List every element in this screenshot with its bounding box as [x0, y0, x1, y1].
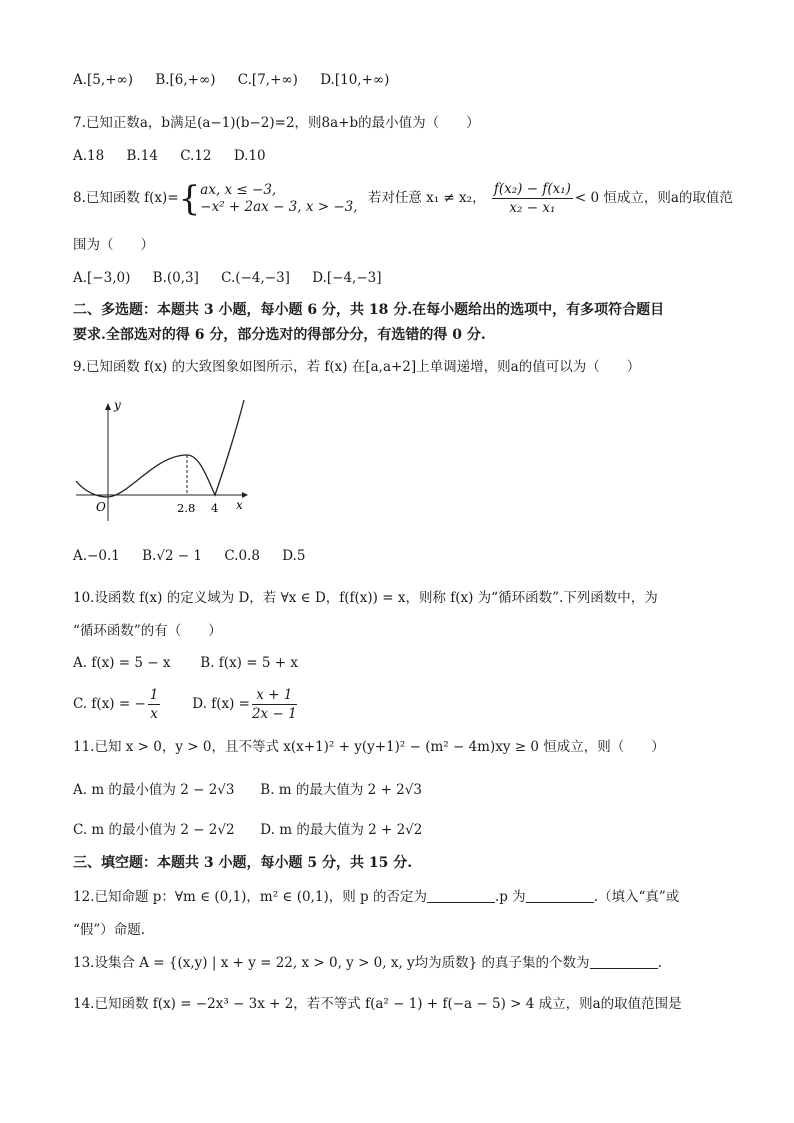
tick-label-4: 4 — [211, 501, 219, 515]
q11-option-c: C. m 的最小值为 2 − 2√2 — [73, 822, 235, 838]
q12-post: .（填入“真”或 — [593, 889, 680, 905]
q8-case2: −x² + 2ax − 3, x > −3, — [200, 198, 358, 215]
q12-line2: “假”）命题. — [73, 922, 146, 938]
q9-option-d: D.5 — [282, 548, 306, 564]
q10-options-ab — [73, 653, 298, 673]
q9-option-b: B.√2 − 1 — [142, 548, 203, 564]
q13-pre: 13.设集合 A = {(x,y) | x + y = 22, x > 0, y > 0, x, y均为质数} 的真子集的个数为 — [73, 955, 590, 971]
q6-option-b: B.[6,+∞) — [155, 72, 216, 88]
q11-stem: 11.已知 x > 0，y > 0，且不等式 x(x+1)² + y(y+1)² − (m² − 4m)xy ≥ 0 恒成立，则（ ） — [73, 739, 665, 755]
q8-prefix: 8.已知函数 f(x)= — [73, 190, 179, 206]
q8-option-c: C.(−4,−3] — [221, 270, 290, 286]
q8-frac-num: f(x₂) − f(x₁) — [493, 181, 571, 197]
q11-options-ab — [73, 780, 422, 800]
origin-label: O — [96, 500, 106, 514]
q10-option-d-fraction — [252, 686, 297, 723]
function-curve — [76, 400, 244, 497]
q12-line1 — [73, 887, 679, 907]
q10-option-c-pre: C. f(x) = − — [73, 696, 146, 712]
q10-option-d-pre: D. f(x) = — [192, 696, 250, 712]
section2-line1: 二、多选题：本题共 3 小题，每小题 6 分，共 18 分.在每小题给出的选项中，有多项符合题目 — [73, 302, 665, 318]
q10-option-d-den: 2x − 1 — [251, 706, 297, 722]
q7-option-a: A.18 — [73, 148, 105, 164]
q8-fraction — [492, 180, 573, 217]
q9-option-a: A.−0.1 — [73, 548, 120, 564]
q12-mid: .p 为 — [494, 889, 526, 905]
q8-options — [73, 268, 400, 288]
q10-option-b: B. f(x) = 5 + x — [200, 655, 298, 671]
q10-option-d-num: x + 1 — [252, 686, 297, 705]
q10-option-c — [73, 684, 188, 724]
q9-options — [73, 546, 323, 566]
q9-function-graph — [70, 395, 250, 527]
q8-case1: ax, x ≤ −3, — [200, 181, 277, 198]
q11-option-b: B. m 的最大值为 2 + 2√3 — [260, 782, 422, 798]
q8-brace: { — [178, 178, 201, 219]
q6-option-c: C.[7,+∞) — [237, 72, 298, 88]
q8-line2: 围为（ ） — [73, 237, 154, 253]
q8-mid: 若对任意 x₁ ≠ x₂， — [367, 190, 486, 206]
q11-option-a: A. m 的最小值为 2 − 2√3 — [73, 782, 235, 798]
q7-stem: 7.已知正数a，b满足(a−1)(b−2)=2，则8a+b的最小值为（ ） — [73, 115, 480, 131]
y-axis-label: y — [114, 398, 121, 412]
q6-option-d: D.[10,+∞) — [320, 72, 390, 88]
q9-stem: 9.已知函数 f(x) 的大致图象如图所示，若 f(x) 在[a,a+2]上单调递增，则a的值可以为（ ） — [73, 359, 641, 375]
q7-option-c: C.12 — [180, 148, 212, 164]
q13-line — [73, 953, 662, 973]
section3-title: 三、填空题：本题共 3 小题，每小题 5 分，共 15 分. — [73, 855, 413, 871]
q11-options-cd — [73, 820, 422, 840]
q12-blank-1[interactable] — [427, 888, 495, 903]
q10-line2: “循环函数”的有（ ） — [73, 623, 222, 639]
q6-options — [73, 70, 407, 90]
q8-suffix: < 0 恒成立，则a的取值范 — [574, 190, 733, 206]
q10-option-a: A. f(x) = 5 − x — [73, 655, 171, 671]
q10-option-c-fraction — [148, 686, 161, 723]
q8-option-a: A.[−3,0) — [73, 270, 131, 286]
q10-option-d — [192, 687, 298, 722]
q9-option-c: C.0.8 — [224, 548, 260, 564]
q8-cases — [200, 182, 357, 216]
q14-stem: 14.已知函数 f(x) = −2x³ − 3x + 2，若不等式 f(a² − 1) + f(−a − 5) > 4 成立，则a的取值范围是 — [73, 996, 682, 1012]
q10-option-c-num: 1 — [149, 687, 159, 703]
q11-option-d: D. m 的最大值为 2 + 2√2 — [260, 822, 423, 838]
q10-line1: 10.设函数 f(x) 的定义域为 D，若 ∀x ∈ D，f(f(x)) = x，则称 f(x) 为“循环函数”.下列函数中，为 — [73, 590, 658, 606]
q7-options — [73, 146, 284, 166]
q7-option-d: D.10 — [233, 148, 266, 164]
y-axis-arrow-icon — [105, 403, 111, 410]
q8-stem — [73, 178, 733, 218]
q6-option-a: A.[5,+∞) — [73, 72, 134, 88]
q8-option-d: D.[−4,−3] — [312, 270, 382, 286]
q10-options-cd — [73, 684, 299, 724]
q7-option-b: B.14 — [126, 148, 158, 164]
q10-option-c-den: x — [150, 706, 158, 722]
q12-pre: 12.已知命题 p：∀m ∈ (0,1)，m² ∈ (0,1)，则 p 的否定为 — [73, 889, 427, 905]
x-axis-label: x — [236, 498, 243, 512]
section2-line2: 要求.全部选对的得 6 分，部分选对的得部分分，有选错的得 0 分. — [73, 327, 486, 343]
q13-blank[interactable] — [590, 954, 658, 969]
x-axis-arrow-icon — [242, 492, 248, 498]
q13-post: . — [657, 955, 662, 971]
q8-option-b: B.(0,3] — [152, 270, 199, 286]
tick-label-2-8: 2.8 — [177, 501, 196, 515]
q12-blank-2[interactable] — [526, 888, 594, 903]
q8-frac-den: x₂ − x₁ — [509, 200, 556, 216]
